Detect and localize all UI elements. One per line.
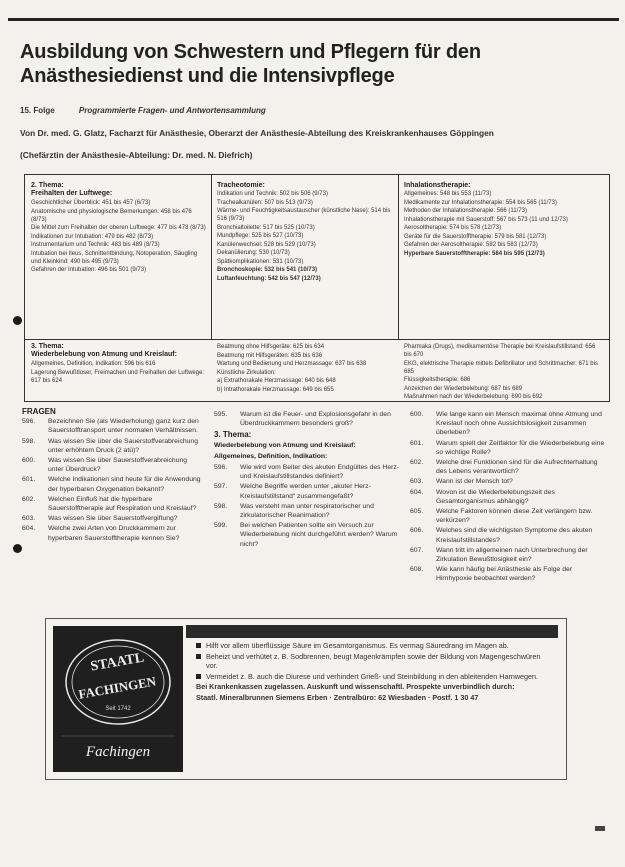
question-item [410,546,606,564]
question-number: 603. [22,515,36,523]
question-item [22,417,204,435]
contents-heading: Tracheotomie: [217,182,265,189]
contents-item: Spätkomplikationen: 531 (10/73) [217,258,304,265]
logo-brand-top: STAATL [89,650,146,675]
section-subheading: Allgemeines, Definition, Indikation: [214,452,328,460]
contents-col-2 [217,182,393,283]
contents-list [404,190,604,258]
question-number: 598. [214,502,228,510]
question-item [22,437,204,455]
ad-footer-1: Bei Krankenkassen zugelassen. Auskunft und wissenschaftl. Prospekte unverbindlich durch: [196,682,515,692]
contents-bottom-3 [404,343,604,402]
question-item [214,410,400,428]
contents-item: Maßnahmen nach der Wiederbelebung: 690 bis 692 [404,394,543,400]
margin-dot [13,316,22,325]
contents-item: Instrumentarium und Technik: 483 bis 489 (8/73) [31,242,160,248]
ad-paragraphs [196,641,551,681]
article-title: Ausbildung von Schwestern und Pflegern für den Anästhesiedienst und die Intensivpflege [20,41,481,87]
contents-item: Wartung und Bedienung und Herzmassage: 637 bis 638 [217,361,367,367]
contents-subheading: Wiederbelebung von Atmung und Kreislauf: [31,351,177,358]
series-number: 15. Folge [20,106,55,115]
contents-divider [25,339,609,340]
logo-script: Fachingen [85,744,151,760]
contents-item: Methoden der Inhalationstherapie: 566 (11/73) [404,208,527,214]
contents-list [31,360,207,385]
fachingen-logo [53,626,183,772]
question-item [214,463,400,481]
contents-list [217,190,393,283]
contents-item: Anzeichen der Wiederbelebung: 687 bis 689 [404,385,523,392]
contents-item: Aerosoltherapie: 574 bis 578 (12/73) [404,225,502,231]
square-bullet-icon [196,674,201,679]
contents-item: Flüssigkeitstherapie: 686 [404,377,471,383]
page-marker [595,826,605,831]
contents-item: Medikamente zur Inhalationstherapie: 554 bis 565 (11/73) [404,199,557,206]
contents-box [24,174,610,402]
question-number: 596. [214,464,228,472]
contents-item: Indikationen zur Intubation: 479 bis 482 (8/73) [31,233,154,240]
question-number: 604. [22,525,36,533]
contents-item: Geräte für die Sauerstofftherapie: 579 bis 581 (12/73) [404,233,547,240]
question-number: 607. [410,546,424,554]
question-list [214,410,400,428]
question-number: 599. [214,522,228,530]
ad-top-band [186,625,558,638]
contents-item: Hyperbare Sauerstofftherapie: 584 bis 595 (12/73) [404,250,545,257]
author-line: Von Dr. med. G. Glatz, Facharzt für Anästhesie, Oberarzt der Anästhesie-Abteilung des Kreiskrankenhauses Göppingen [20,128,494,138]
section-subheading: Wiederbelebung von Atmung und Kreislauf: [214,441,356,449]
question-number: 602. [410,459,424,467]
question-item [410,477,606,486]
square-bullet-icon [196,654,201,659]
question-text: Wann ist der Mensch tot? [436,478,513,486]
question-text: Wie lange kann ein Mensch maximal ohne Atmung und Kreislauf noch ohne Aussichtslosigkeit zusammen überleben? [436,411,602,437]
contents-item: Die Mittel zum Freihalten der oberen Luftwege: 477 bis 478 (8/73) [31,225,206,231]
contents-subheading: Freihalten der Luftwege: [31,190,113,197]
contents-item: Allgemeines: 548 bis 553 (11/73) [404,191,492,197]
logo-graphic [53,626,183,772]
question-text: Bei welchen Patienten sollte ein Versuch zur Wiederbelebung nicht durchgeführt werden? Warum nicht? [240,522,398,548]
contents-heading: Inhalationstherapie: [404,182,471,189]
question-item [410,439,606,457]
question-number: 601. [410,439,424,447]
contents-column-rule [398,175,399,339]
contents-item: Bronchialtoilette: 517 bis 525 (10/73) [217,224,315,231]
question-text: Warum ist die Feuer- und Explosionsgefahr in den Überdruckkammern besonders groß? [240,411,391,428]
top-rule [8,18,619,21]
question-item [22,475,204,493]
question-number: 608. [410,566,424,574]
contents-item: Trachealkanülen: 507 bis 513 (9/73) [217,199,313,206]
question-number: 601. [22,476,36,484]
ad-paragraph [196,672,551,682]
question-number: 596. [22,418,36,426]
question-item [410,488,606,506]
contents-item: Dekanülierung: 530 (10/73) [217,250,290,256]
question-text: Was wissen Sie über Sauerstoffverabreichung unter Überdruck? [48,457,188,474]
contents-item: Beatmung mit Hilfsgeräten: 635 bis 636 [217,352,323,359]
question-text: Wie wird vom Beiter des akuten Endgültes des Herz- und Kreislaufstillstandes definiert? [240,464,400,481]
question-number: 603. [410,478,424,486]
question-list [410,410,606,584]
contents-item: Geschichtlicher Überblick: 451 bis 457 (6/73) [31,200,151,206]
ad-paragraph-text: Beheizt und verhütet z. B. Sodbrennen, beugt Magenkrämpfen sowie der Bildung von Magengeschwüren vor. [206,651,541,671]
question-text: Wie kann häufig bei Anästhesie als Folge der Hirnhypoxie beobachtet werden? [436,566,573,583]
question-item [410,410,606,438]
contents-item: Gefahren der Intubation: 496 bis 501 (9/73) [31,267,147,273]
question-text: Was wissen Sie über die Sauerstoffverabreichung unter erhöhtem Druck (2 atü)? [48,437,198,454]
question-number: 598. [22,437,36,445]
contents-item: a) Extrathorakale Herzmassage: 640 bis 648 [217,378,336,384]
contents-item: Indikation und Technik: 502 bis 506 (9/73) [217,191,328,197]
question-text: Welches sind die wichtigsten Symptome des akuten Kreislaufstillstandes? [436,527,593,544]
questions-heading: FRAGEN [22,407,56,416]
question-number: 595. [214,411,228,418]
contents-item: Mundpflege: 525 bis 527 (10/73) [217,233,304,239]
question-text: Was wissen Sie über Sauerstoffvergiftung? [48,515,178,523]
question-item [410,507,606,525]
advertisement [45,618,567,780]
questions-col-2 [214,410,400,550]
question-text: Welche Faktoren können diese Zeit verlängern bzw. verkürzen? [436,508,593,525]
chief-line: (Chefärztin der Anästhesie-Abteilung: Dr. med. N. Diefrich) [20,150,253,160]
contents-bottom-1 [31,343,207,385]
question-item [22,456,204,474]
question-number: 600. [22,457,36,465]
contents-list [404,343,604,401]
question-item [22,514,204,523]
contents-item: Inhalationstherapie mit Sauerstoff: 567 bis 573 (11 und 12/73) [404,216,568,223]
question-item [22,495,204,513]
square-bullet-icon [196,643,201,648]
question-number: 606. [410,527,424,535]
question-text: Wovon ist die Wiederbelebungszeit des Gesamtorganismus abhängig? [436,488,555,505]
contents-item: Bronchoskopie: 532 bis 541 (10/73) [217,267,318,273]
question-number: 600. [410,411,424,418]
contents-item: Beatmung ohne Hilfsgeräte: 625 bis 634 [217,344,325,350]
question-text: Warum spielt der Zeitfaktor für die Wiederbelebung eine so wichtige Rolle? [436,439,605,456]
question-item [410,458,606,476]
contents-bottom-2 [217,343,393,394]
questions-col-3 [410,410,606,585]
ad-paragraph [196,652,551,671]
contents-item: EKG, elektrische Therapie mittels Defibrillator und Schrittmacher: 671 bis 685 [404,360,598,375]
question-item [214,502,400,520]
contents-item: Allgemeines, Definition, Indikation: 596 bis 616 [31,361,156,367]
question-text: Welche zwei Arten von Druckkammern zur hyperbaren Sauerstofftherapie kennen Sie? [48,525,180,542]
contents-list [217,343,393,394]
question-text: Bezeichnen Sie (als Wiederholung) ganz kurz den Sauerstofftransport unter normalen Verhältnissen. [48,418,199,435]
contents-item: Pharmaka (Drugs), medikamentöse Therapie bei Kreislaufstillstand: 656 bis 670 [404,344,596,358]
series-subtitle: Programmierte Fragen- und Antwortensammlung [78,106,266,115]
question-item [410,565,606,583]
ad-copy [196,641,551,703]
question-text: Welche Indikationen sind heute für die Anwendung der hyperbaren Oxygenation bekannt? [48,476,201,493]
series-line [20,106,610,115]
contents-col-3 [404,182,604,258]
question-text: Wann tritt im allgemeinen nach Unterbrechung der Zirkulation Bewußtlosigkeit ein? [436,546,588,564]
logo-tagline: Seit 1742 [105,706,131,712]
ad-paragraph [196,641,551,651]
margin-dot [13,544,22,553]
contents-col-1 [31,182,207,275]
contents-item: Intubation bei Ileus, Schnittentbindung, Notoperation, Säugling und Kleinkind: 490 bis 495 (9/73) [31,250,198,265]
contents-item: Künstliche Zirkulation: [217,369,276,376]
contents-item: Anatomische und physiologische Bemerkungen: 458 bis 476 (8/73) [31,208,192,223]
contents-column-rule [211,175,212,339]
contents-heading: 2. Thema: [31,182,64,189]
question-list [22,417,204,543]
question-number: 604. [410,488,424,496]
question-text: Welchen Einfluß hat die hyperbare Sauerstofftherapie auf Respiration und Kreislauf? [48,495,197,513]
ad-paragraph-text: Hilft vor allem überflüssige Säure im Gesamtorganismus. Es vermag Säuredrang im Magen ab. [206,641,509,650]
contents-item: Lagerung Bewußtloser, Freimachen und Freihalten der Luftwege: 617 bis 624 [31,369,205,384]
question-list [214,463,400,549]
ad-paragraph-text: Vermeidet z. B. auch die Diurese und verhindert Grieß- und Steinbildung in den ableitenden Harnwegen. [206,671,539,681]
contents-item: Luftanfeuchtung: 542 bis 547 (12/73) [217,275,321,282]
question-number: 605. [410,508,424,516]
question-item [214,521,400,549]
question-item [410,526,606,544]
question-text: Was versteht man unter respiratorischer und zirkulatorischer Reanimation? [240,502,374,520]
ad-footer-2: Staatl. Mineralbrunnen Siemens Erben · Zentralbüro: 62 Wiesbaden · Postf. 1 30 47 [196,692,479,702]
contents-heading: 3. Thema: [31,343,64,350]
contents-item: b) Intrathorakale Herzmassage: 649 bis 655 [217,386,334,393]
question-item [214,482,400,500]
question-number: 597. [214,483,228,491]
question-text: Welche Begriffe werden unter „akuter Herz-Kreislaufstillstand“ zusammengefaßt? [240,483,371,500]
question-text: Welche drei Funktionen sind für die Aufrechterhaltung des Lebens verantwortlich? [436,459,598,476]
contents-item: Gefahren der Aerosoltherapie: 582 bis 583 (12/73) [404,242,538,248]
section-heading: 3. Thema: [214,430,252,440]
contents-item: Wärme- und Feuchtigkeitsaustauscher (künstliche Nase): 514 bis 516 (9/73) [217,208,391,222]
contents-item: Kanülenwechsel: 528 bis 529 (10/73) [217,241,316,248]
question-number: 602. [22,495,36,503]
contents-list [31,199,207,274]
question-item [22,524,204,542]
logo-brand-bottom: FACHINGEN [77,673,158,702]
questions-col-1 [22,405,204,544]
